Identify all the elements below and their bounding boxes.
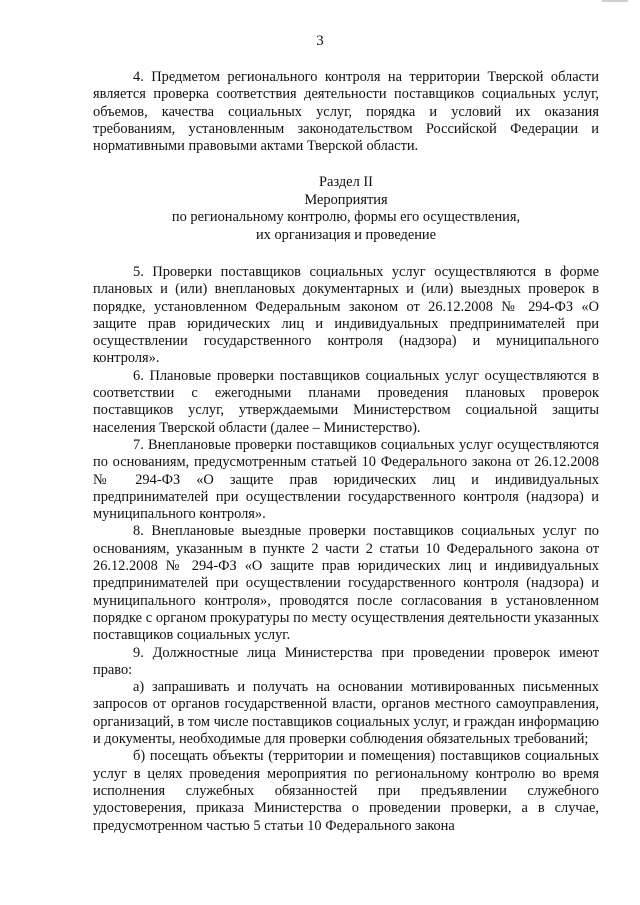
section-subtitle-3: их организация и проведение xyxy=(255,226,437,243)
page-number: 3 xyxy=(316,33,324,49)
paragraph-block-top xyxy=(93,69,599,155)
paragraph-8: 8. Внеплановые выездные проверки поставщиков социальных услуг по основаниям, указанным в пункте 2 части 2 статьи 10 Федерального закона от 26.12.2008 № 294-ФЗ «О защите прав юридических лиц и индивидуальных предпринимателей при осуществлении государственного контроля (надзора) и муниципального контроля», проводятся после согласования в установленном порядке с органом прокуратуры по месту осуществления деятельности указанных поставщиков социальных услуг. xyxy=(93,523,599,644)
paragraph-6: 6. Плановые проверки поставщиков социальных услуг осуществляются в соответствии с ежегодными планами проведения плановых проверок поставщиков услуг, утверждаемыми Министерством социальной защиты населения Тверской области (далее – Министерство). xyxy=(93,367,599,436)
paragraph-9a: а) запрашивать и получать на основании мотивированных письменных запросов от органов государственной власти, органов местного самоуправления, организаций, в том числе поставщиков социальных услуг, и граждан информацию и документы, необходимые для проверки соблюдения обязательных требований; xyxy=(93,679,600,748)
section-title: Раздел II xyxy=(319,174,373,190)
scan-edge-mark xyxy=(602,0,628,2)
paragraph-7: 7. Внеплановые проверки поставщиков социальных услуг осуществляются по основаниям, предусмотренным статьей 10 Федерального закона от 26.12.2008 № 294-ФЗ «О защите прав юридических лиц и индивидуальных предпринимателей при осуществлении государственного контроля (надзора) и муниципального контроля». xyxy=(93,436,599,523)
section-subtitle-2: по региональному контролю, формы его осуществления, xyxy=(171,209,521,226)
section-heading xyxy=(93,174,599,244)
paragraph-9b: б) посещать объекты (территории и помещения) поставщиков социальных услуг в целях проведения мероприятия по региональному контролю во время исполнения служебных обязанностей при предъявлении служебного удостоверения, приказа Министерства о проведении проверки, а в случае, предусмотренном частью 5 статьи 10 Федерального закона xyxy=(93,748,599,834)
paragraph-block-main xyxy=(93,264,599,835)
paragraph-4: 4. Предметом регионального контроля на территории Тверской области является проверка соответствия деятельности поставщиков социальных услуг, объемов, качества социальных услуг, порядка и условий их оказания требованиям, установленным законодательством Российской Федерации и нормативными правовыми актами Тверской области. xyxy=(93,69,599,155)
paragraph-5: 5. Проверки поставщиков социальных услуг осуществляются в форме плановых и (или) внеплановых документарных и (или) выездных проверок в порядке, установленном Федеральным законом от 26.12.2008 № 294-ФЗ «О защите прав юридических лиц и индивидуальных предпринимателей при осуществлении государственного контроля (надзора) и муниципального контроля». xyxy=(93,264,599,367)
section-subtitle-1: Мероприятия xyxy=(304,191,388,208)
paragraph-9: 9. Должностные лица Министерства при проведении проверок имеют право: xyxy=(93,644,599,678)
